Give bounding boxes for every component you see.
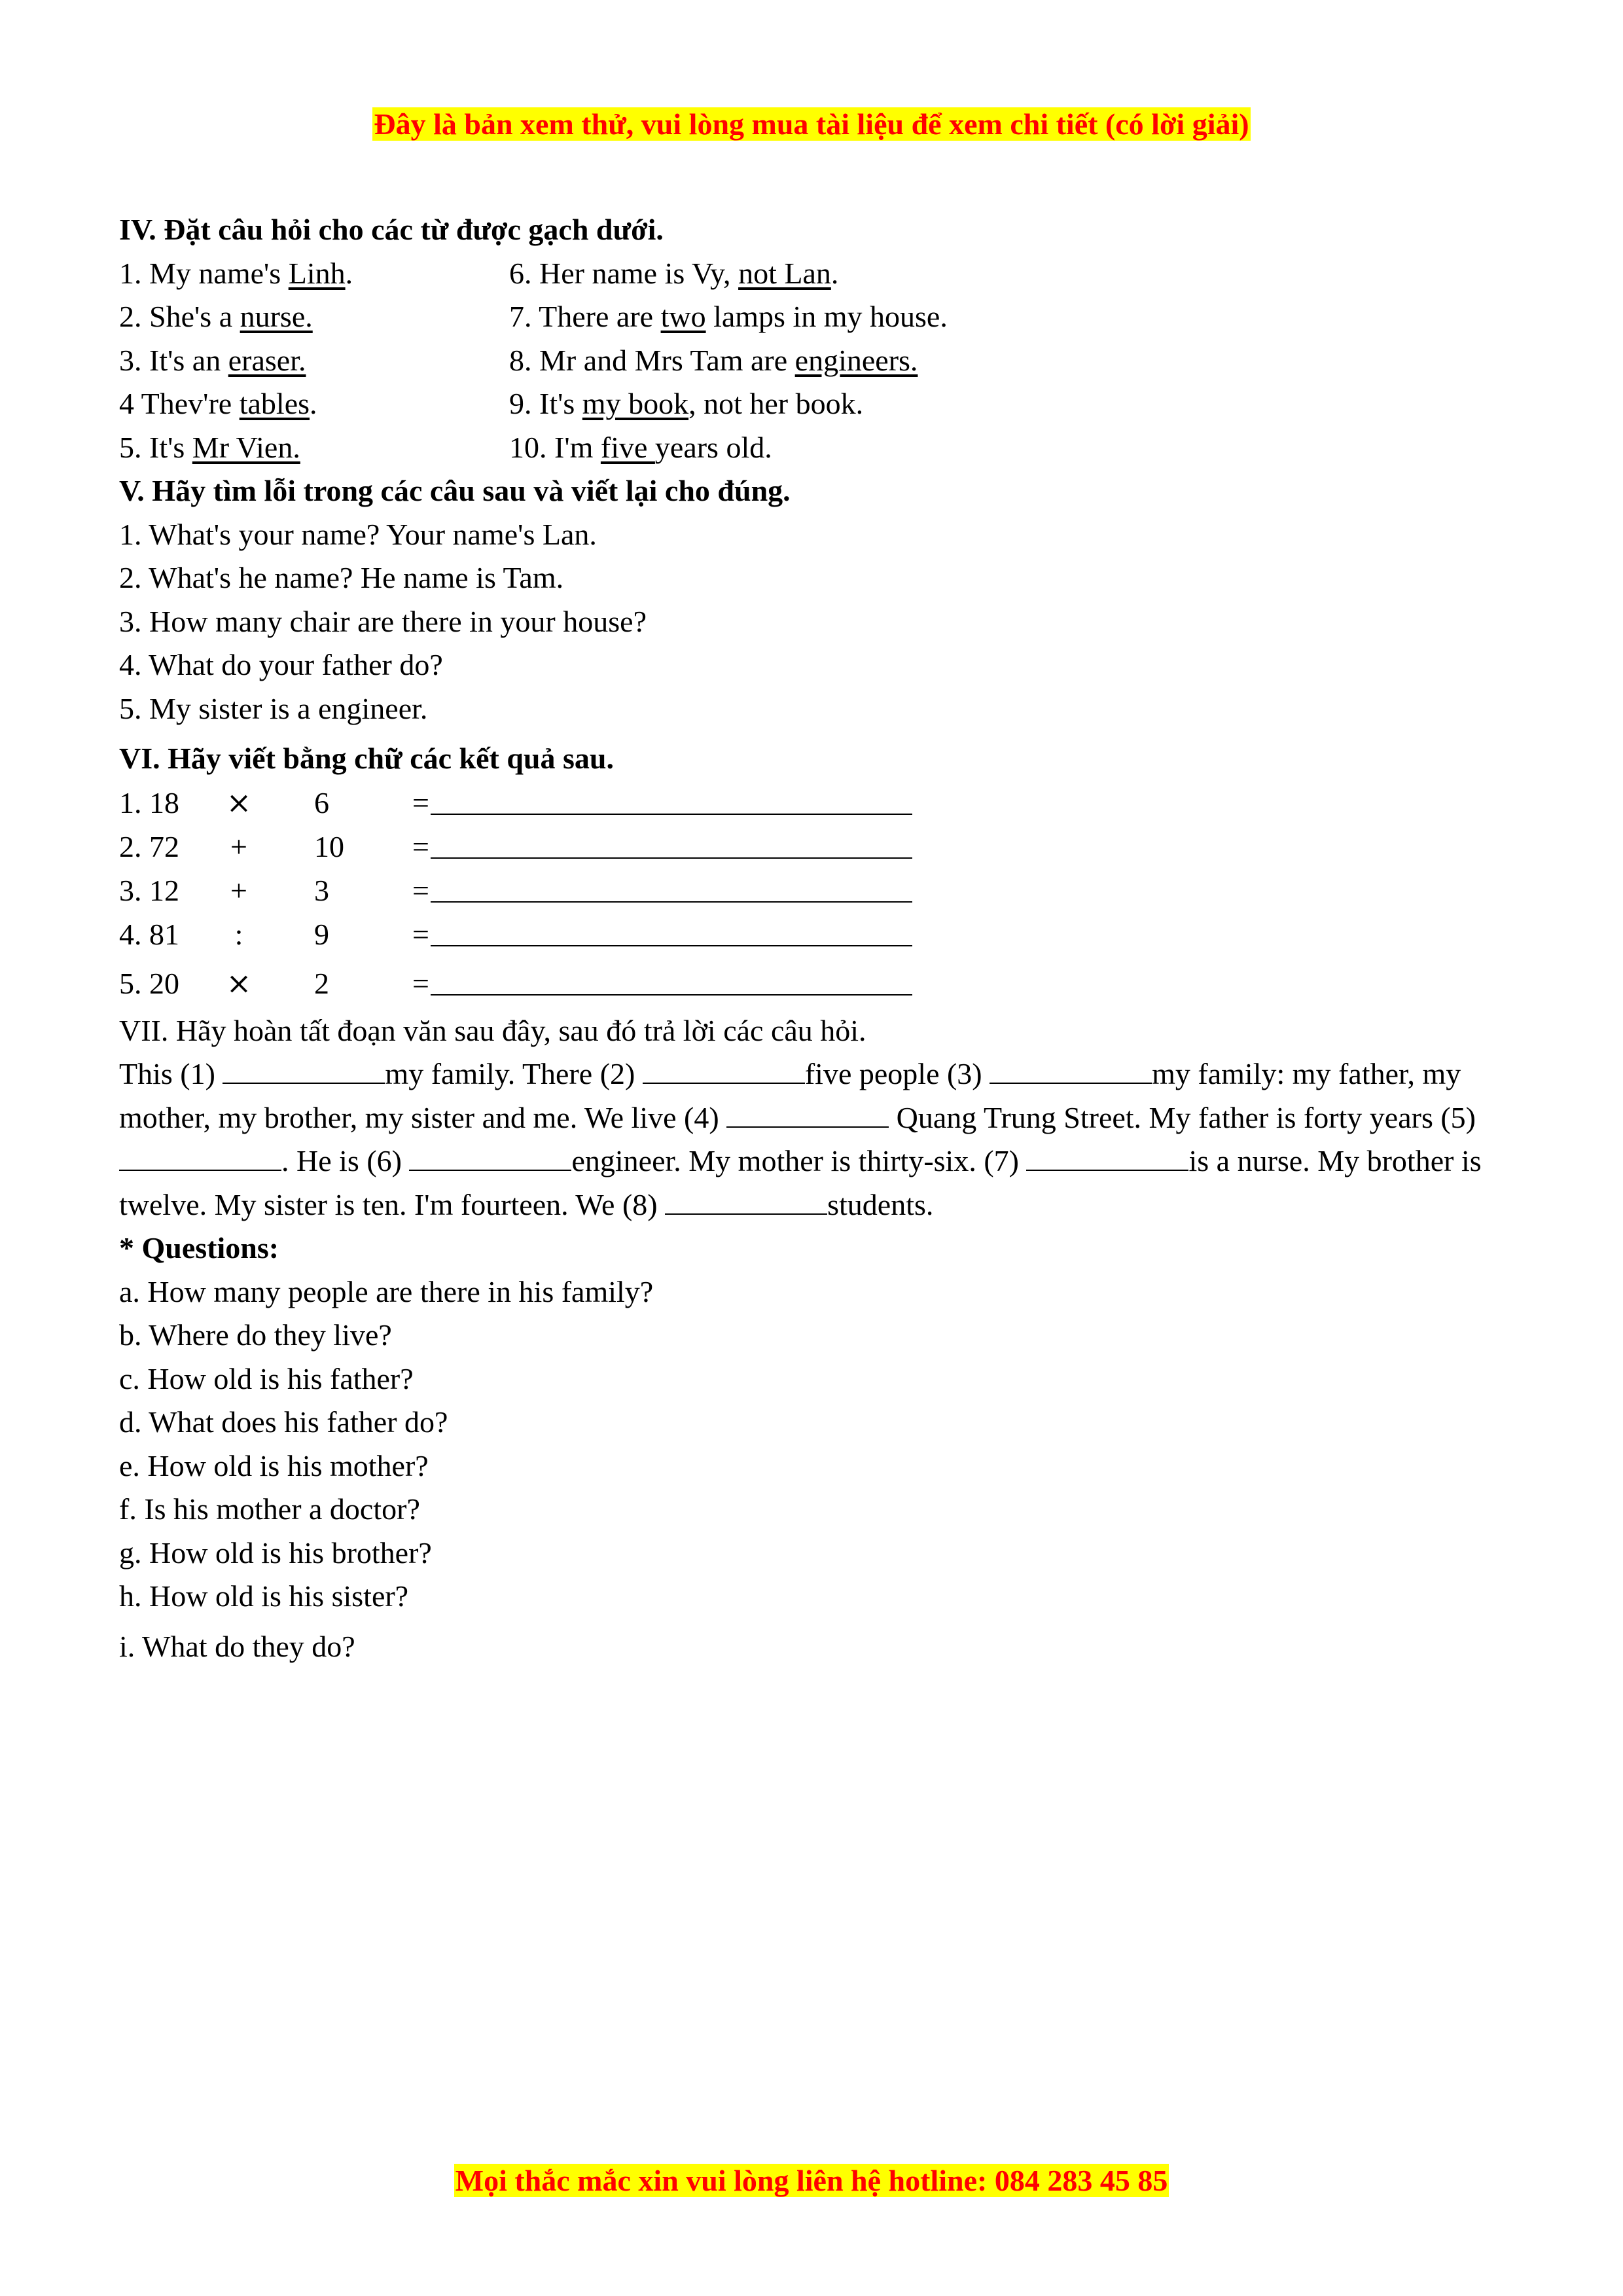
hotline-text: Mọi thắc mắc xin vui lòng liên hệ hotline: 084 283 45 85 <box>455 2164 1168 2197</box>
exercise-item: 5. My sister is a engineer. <box>119 691 428 725</box>
question-item: i. What do they do? <box>119 1629 355 1663</box>
answer-blank[interactable] <box>431 901 912 903</box>
exercise-item: 5. It's Mr Vien. <box>119 430 300 464</box>
section-vii-title: VII. Hãy hoàn tất đoạn văn sau đây, sau đó trả lời các câu hỏi. <box>119 1013 866 1047</box>
calc-right-operand: 3 <box>314 873 329 907</box>
calc-left-operand: 5. 20 <box>119 966 179 1000</box>
exercise-item: 4. What do your father do? <box>119 648 443 681</box>
section-iv-title: IV. Đặt câu hỏi cho các từ được gạch dưới. <box>119 213 664 246</box>
calc-left-operand: 2. 72 <box>119 829 179 863</box>
answer-blank[interactable] <box>431 857 912 859</box>
section-iv-row <box>119 339 1507 383</box>
section-vi-title: VI. Hãy viết bằng chữ các kết quả sau. <box>119 742 614 775</box>
question-item: g. How old is his brother? <box>119 1535 432 1570</box>
question-item: f. Is his mother a doctor? <box>119 1492 420 1526</box>
preview-notice-text: Đây là bản xem thử, vui lòng mua tài liệu để xem chi tiết (có lời giải) <box>374 107 1249 141</box>
exercise-item: 3. It's an eraser. <box>119 343 306 377</box>
calc-left-operand: 3. 12 <box>119 873 179 907</box>
exercise-item: 1. What's your name? Your name's Lan. <box>119 517 597 551</box>
calculation-row <box>119 912 1507 956</box>
calculation-row <box>119 869 1507 912</box>
answer-blank[interactable] <box>431 994 912 996</box>
calculation-row <box>119 961 1507 1005</box>
section-iv-row <box>119 382 1507 426</box>
preview-notice-banner <box>0 105 1623 144</box>
answer-blank[interactable] <box>665 1187 827 1215</box>
exercise-item: 3. How many chair are there in your house? <box>119 604 647 638</box>
section-iv-items <box>119 252 1507 470</box>
exercise-item: 6. Her name is Vy, not Lan. <box>509 256 839 290</box>
answer-blank[interactable] <box>223 1056 385 1084</box>
section-v-title: V. Hãy tìm lỗi trong các câu sau và viết lại cho đúng. <box>119 474 791 507</box>
exercise-item: 9. It's my book, not her book. <box>509 387 864 420</box>
answer-blank[interactable] <box>726 1100 889 1128</box>
exercise-item: 4 Thev're tables. <box>119 387 317 420</box>
answer-blank[interactable] <box>1026 1143 1188 1171</box>
calc-right-operand: 9 <box>314 917 329 951</box>
exercise-item: 10. I'm five years old. <box>509 430 772 464</box>
calc-operator: ⨯ <box>226 785 252 819</box>
section-iv-row <box>119 426 1507 470</box>
calc-equals: = <box>412 917 429 951</box>
calc-equals: = <box>412 966 429 1000</box>
calc-right-operand: 10 <box>314 829 344 863</box>
exercise-item: 2. She's a nurse. <box>119 300 313 333</box>
answer-blank[interactable] <box>643 1056 805 1084</box>
worksheet-content <box>119 208 1507 1668</box>
calc-equals: = <box>412 785 429 819</box>
exercise-item: 7. There are two lamps in my house. <box>509 300 948 333</box>
fill-in-paragraph: This (1) my family. There (2) five people (3) my family: my father, my mother, my brother, my sister and me. We live (4) Quang Trung Street. My father is forty years (5) . He is (6) engineer. My mother is thirty-six. (7) is a nurse. My brother is twelve. My sister is ten. I'm fourteen. We (8) students. <box>119 1057 1482 1221</box>
calculation-row <box>119 825 1507 869</box>
question-item: h. How old is his sister? <box>119 1579 409 1613</box>
question-item: b. Where do they live? <box>119 1318 392 1352</box>
calc-right-operand: 2 <box>314 966 329 1000</box>
calc-operator: + <box>230 873 247 907</box>
question-item: d. What does his father do? <box>119 1405 448 1439</box>
question-item: e. How old is his mother? <box>119 1448 429 1482</box>
section-iv-row <box>119 252 1507 296</box>
section-iv-row <box>119 295 1507 339</box>
calc-equals: = <box>412 829 429 863</box>
calc-left-operand: 4. 81 <box>119 917 179 951</box>
hotline-banner <box>0 2161 1623 2200</box>
exercise-item: 2. What's he name? He name is Tam. <box>119 561 564 594</box>
exercise-item: 8. Mr and Mrs Tam are engineers. <box>509 343 918 377</box>
calc-operator: ⨯ <box>226 966 252 1000</box>
calc-right-operand: 6 <box>314 785 329 819</box>
calc-left-operand: 1. 18 <box>119 785 179 819</box>
questions-title: * Questions: <box>119 1231 279 1265</box>
answer-blank[interactable] <box>990 1056 1152 1084</box>
question-item: a. How many people are there in his family? <box>119 1274 654 1308</box>
calc-operator: + <box>230 829 247 863</box>
calc-equals: = <box>412 873 429 907</box>
question-item: c. How old is his father? <box>119 1361 414 1395</box>
calc-operator: : <box>234 917 243 951</box>
answer-blank[interactable] <box>431 945 912 946</box>
answer-blank[interactable] <box>409 1143 571 1171</box>
exercise-item: 1. My name's Linh. <box>119 256 353 290</box>
answer-blank[interactable] <box>431 814 912 815</box>
answer-blank[interactable] <box>119 1143 281 1171</box>
calculation-row <box>119 781 1507 825</box>
